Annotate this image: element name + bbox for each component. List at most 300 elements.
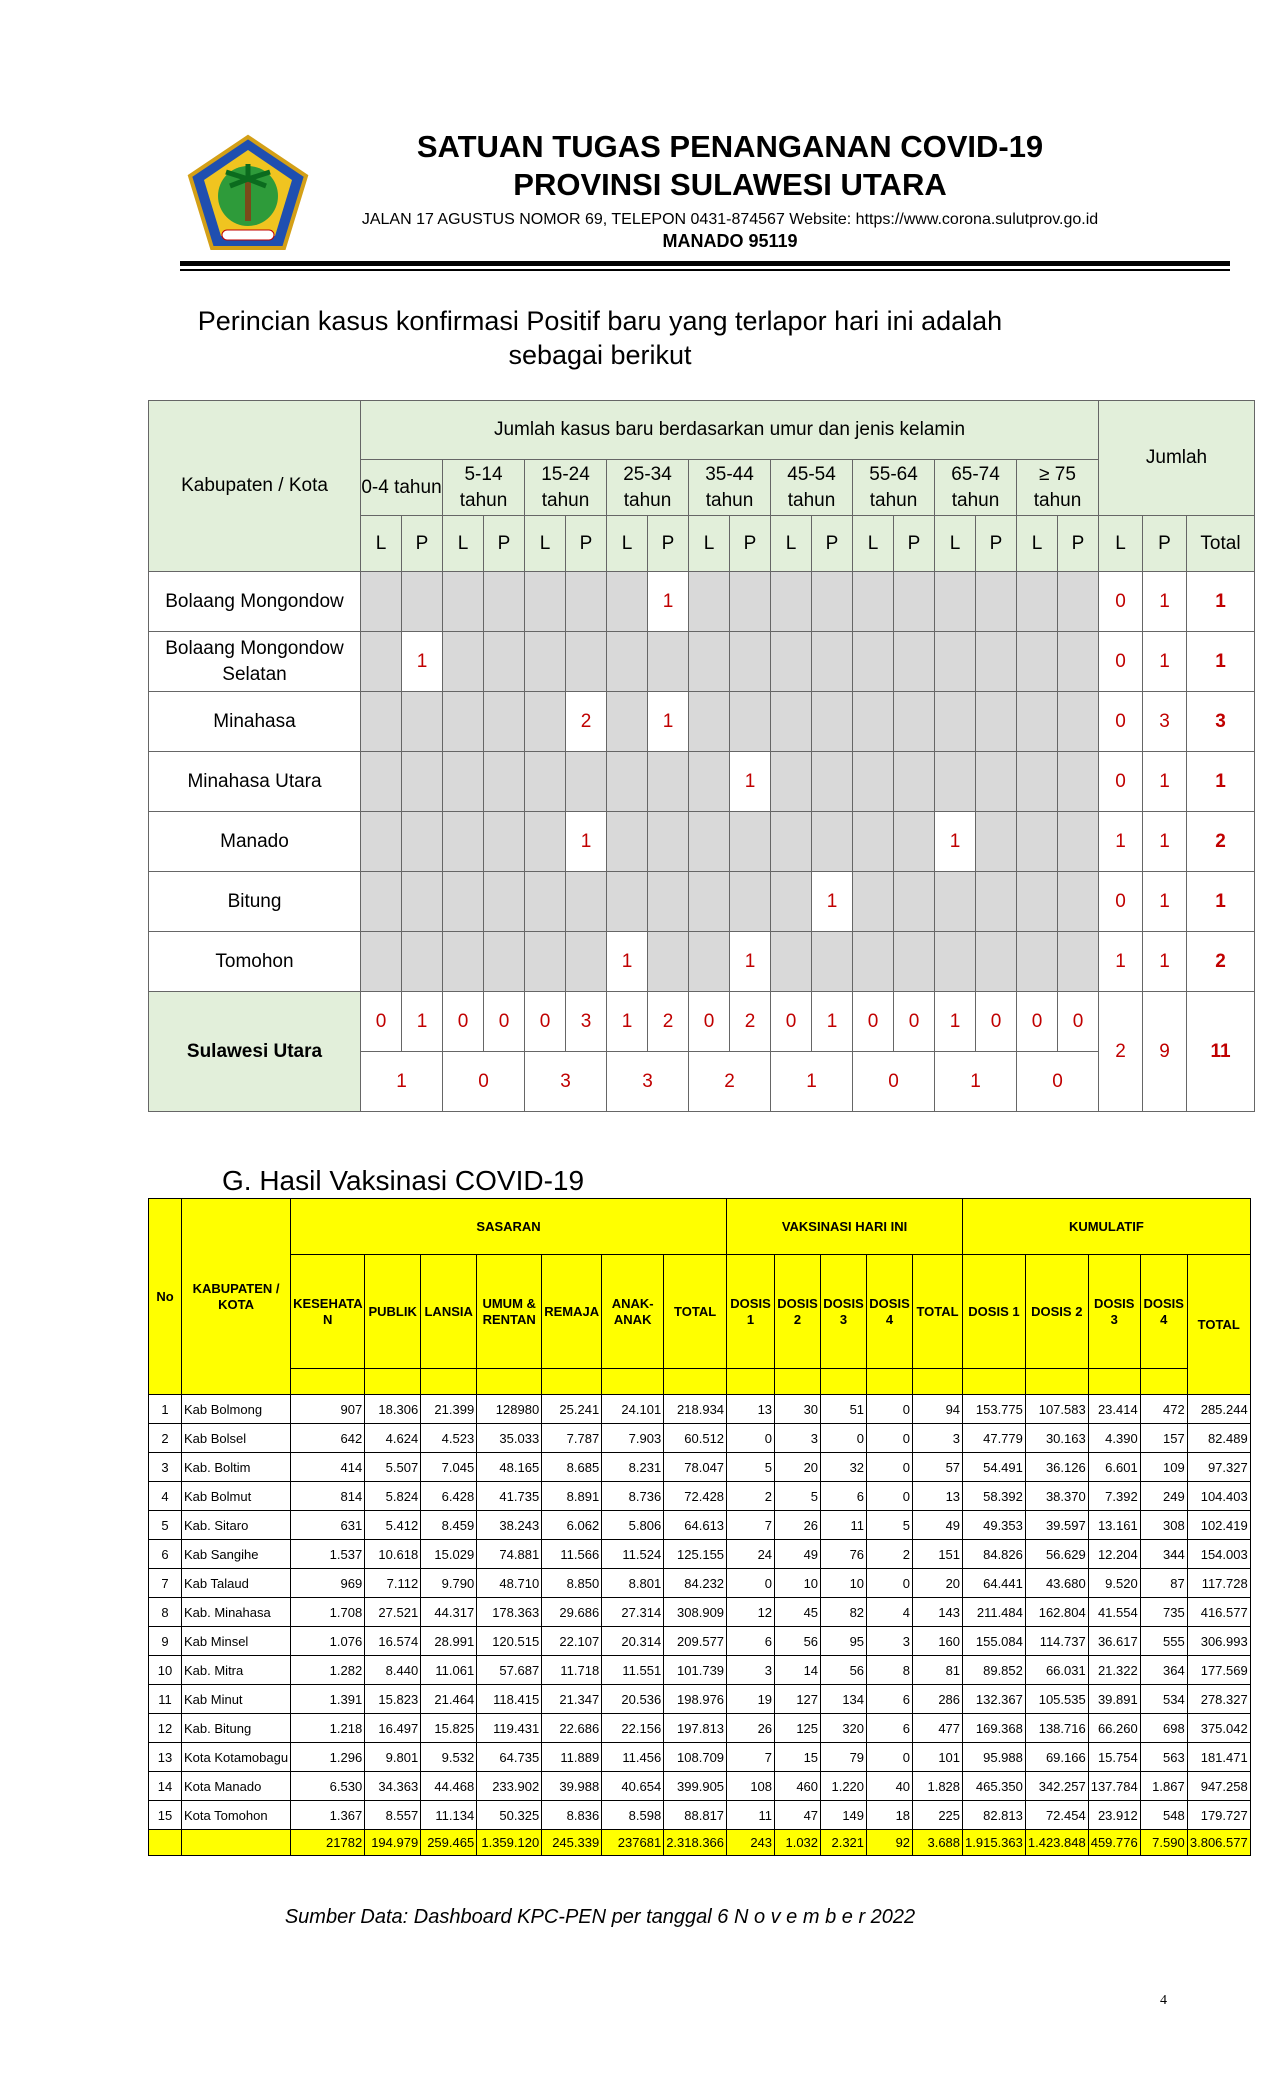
vaccination-value: 20.314 [602,1627,664,1656]
vaccination-value: 44.317 [421,1598,477,1627]
totals-value: 92 [867,1830,913,1856]
vaccination-value: 9.801 [365,1743,421,1772]
vaccination-value: 49.353 [963,1511,1026,1540]
table-row [149,692,1255,752]
blank-header-cell [913,1369,963,1395]
row-number: 2 [149,1424,182,1453]
case-cell: 1 [935,812,976,872]
vaccination-value: 344 [1140,1540,1187,1569]
hari-ini-col-header: DOSIS 1 [727,1255,775,1369]
case-cell: 2 [566,692,607,752]
vaccination-value: 178.363 [477,1598,542,1627]
summary-sex-value: 0 [484,992,525,1052]
vaccination-value: 907 [291,1395,365,1424]
table-row [149,872,1255,932]
sum-l: 0 [1099,572,1143,632]
vaccination-value: 472 [1140,1395,1187,1424]
case-cell [730,632,771,692]
summary-sex-value: 2 [730,992,771,1052]
case-cell [894,632,935,692]
vaccination-value: 82.813 [963,1801,1026,1830]
sex-label-p: P [1058,516,1099,572]
vaccination-value: 477 [913,1714,963,1743]
row-number: 1 [149,1395,182,1424]
vaccination-value: 162.804 [1025,1598,1088,1627]
vaccination-value: 54.491 [963,1453,1026,1482]
vaccination-value: 15.754 [1088,1743,1140,1772]
vaccination-value: 14 [775,1656,821,1685]
page-number: 4 [1160,1993,1167,2008]
totals-value: 2.318.366 [664,1830,727,1856]
kabupaten-name: Kab. Bitung [182,1714,291,1743]
case-cell [894,812,935,872]
vaccination-value: 534 [1140,1685,1187,1714]
vaccination-value: 233.902 [477,1772,542,1801]
summary-p: 9 [1143,992,1187,1112]
sum-l: 0 [1099,632,1143,692]
case-cell [689,572,730,632]
summary-age-total: 1 [935,1052,1017,1112]
sex-label-p: P [730,516,771,572]
sasaran-col-header: PUBLIK [365,1255,421,1369]
vaccination-value: 308.909 [664,1598,727,1627]
case-cell [894,752,935,812]
vaccination-value: 8.557 [365,1801,421,1830]
vaccination-value: 120.515 [477,1627,542,1656]
case-cell [853,752,894,812]
case-cell: 1 [812,872,853,932]
case-cell [976,572,1017,632]
case-cell [689,752,730,812]
row-number: 12 [149,1714,182,1743]
vaccination-value: 7.787 [542,1424,602,1453]
vaccination-value: 375.042 [1187,1714,1250,1743]
summary-sex-value: 0 [771,992,812,1052]
case-cell [1017,872,1058,932]
vaccination-value: 134 [821,1685,867,1714]
case-cell [566,752,607,812]
vaccination-value: 460 [775,1772,821,1801]
case-cell [935,752,976,812]
vaccination-value: 642 [291,1424,365,1453]
vaccination-value: 56 [821,1656,867,1685]
sasaran-header: SASARAN [291,1199,727,1255]
sum-total: 1 [1187,572,1255,632]
vaccination-value: 74.881 [477,1540,542,1569]
vaccination-value: 465.350 [963,1772,1026,1801]
table-row [149,1714,1251,1743]
case-cell [1058,692,1099,752]
vaccination-value: 20 [913,1569,963,1598]
vaccination-value: 9.520 [1088,1569,1140,1598]
vaccination-value: 104.403 [1187,1482,1250,1511]
vaccination-value: 947.258 [1187,1772,1250,1801]
vaccination-value: 107.583 [1025,1395,1088,1424]
kumulatif-col-header: DOSIS 1 [963,1255,1026,1369]
kabupaten-name: Kab Minut [182,1685,291,1714]
vaccination-value: 41.735 [477,1482,542,1511]
sum-total: 1 [1187,872,1255,932]
org-title: SATUAN TUGAS PENANGANAN COVID-19 [416,129,1044,164]
sum-total: 2 [1187,932,1255,992]
vaccination-value: 72.428 [664,1482,727,1511]
vaccination-value: 38.370 [1025,1482,1088,1511]
vaccination-value: 108 [727,1772,775,1801]
kumulatif-col-header: TOTAL [1187,1255,1250,1395]
case-cell [730,872,771,932]
vaccination-value: 3 [867,1627,913,1656]
vaccination-value: 79 [821,1743,867,1772]
vaccination-value: 127 [775,1685,821,1714]
vaccination-value: 21.464 [421,1685,477,1714]
region-name: Manado [149,812,361,872]
age-group-label: 25-34 tahun [607,460,689,516]
vaccination-value: 563 [1140,1743,1187,1772]
vaccination-value: 27.521 [365,1598,421,1627]
vaccination-value: 50.325 [477,1801,542,1830]
case-cell [935,632,976,692]
vaccination-value: 45 [775,1598,821,1627]
case-cell [1017,692,1058,752]
vaccination-value: 34.363 [365,1772,421,1801]
case-cell [853,932,894,992]
blank-header-cell [1088,1369,1140,1395]
vaccination-value: 157 [1140,1424,1187,1453]
case-cell [812,692,853,752]
vaccination-value: 4.523 [421,1424,477,1453]
case-cell [443,872,484,932]
kumulatif-col-header: DOSIS 4 [1140,1255,1187,1369]
case-cell [771,632,812,692]
vaccination-value: 89.852 [963,1656,1026,1685]
summary-age-total: 3 [525,1052,607,1112]
org-subtitle: PROVINSI SULAWESI UTARA [513,167,947,202]
vaccination-value: 16.574 [365,1627,421,1656]
kumulatif-col-header: DOSIS 2 [1025,1255,1088,1369]
sum-header: Jumlah [1099,401,1255,516]
vaccination-value: 5.806 [602,1511,664,1540]
vaccination-value: 218.934 [664,1395,727,1424]
case-cell [443,692,484,752]
vaccination-value: 97.327 [1187,1453,1250,1482]
region-name: Bolaang Mongondow [149,572,361,632]
vaccination-value: 132.367 [963,1685,1026,1714]
case-cell [689,872,730,932]
totals-value: 1.032 [775,1830,821,1856]
case-cell [1017,932,1058,992]
table-row [149,1453,1251,1482]
case-cell [648,812,689,872]
sasaran-col-header: LANSIA [421,1255,477,1369]
vaccination-value: 7.903 [602,1424,664,1453]
vaccination-value: 101.739 [664,1656,727,1685]
region-header: Kabupaten / Kota [149,401,361,572]
sex-label-p: P [976,516,1017,572]
region-name: Bolaang Mongondow Selatan [149,632,361,692]
blank-header-cell [821,1369,867,1395]
vaccination-value: 22.686 [542,1714,602,1743]
totals-value: 1.359.120 [477,1830,542,1856]
vaccination-value: 4.390 [1088,1424,1140,1453]
table-row [149,1656,1251,1685]
vaccination-value: 548 [1140,1801,1187,1830]
case-cell [361,932,402,992]
vaccination-value: 22.156 [602,1714,664,1743]
vaccination-value: 95 [821,1627,867,1656]
case-cell [771,812,812,872]
sasaran-col-header: ANAK-ANAK [602,1255,664,1369]
vaccination-value: 7.045 [421,1453,477,1482]
summary-sex-value: 1 [402,992,443,1052]
hari-ini-col-header: DOSIS 2 [775,1255,821,1369]
case-cell [525,872,566,932]
table-row [149,932,1255,992]
vaccination-value: 47 [775,1801,821,1830]
vaccination-value: 57 [913,1453,963,1482]
summary-sex-value: 0 [1058,992,1099,1052]
vaccination-value: 39.891 [1088,1685,1140,1714]
sum-l: 1 [1099,812,1143,872]
case-cell [525,632,566,692]
blank-header-cell [727,1369,775,1395]
sum-l: 1 [1099,932,1143,992]
vaccination-table [148,1198,1251,1856]
case-cell [935,872,976,932]
vaccination-value: 10.618 [365,1540,421,1569]
vaccination-value: 38.243 [477,1511,542,1540]
age-group-label: 55-64 tahun [853,460,935,516]
row-number: 6 [149,1540,182,1569]
vaccination-value: 49 [775,1540,821,1569]
case-cell [853,632,894,692]
vaccination-value: 5 [867,1511,913,1540]
totals-value: 1.915.363 [963,1830,1026,1856]
sum-p: 1 [1143,872,1187,932]
vaccination-value: 735 [1140,1598,1187,1627]
vaccination-value: 342.257 [1025,1772,1088,1801]
case-cell: 1 [730,932,771,992]
vaccination-value: 51 [821,1395,867,1424]
vaccination-value: 308 [1140,1511,1187,1540]
vaccination-value: 26 [727,1714,775,1743]
case-cell [361,752,402,812]
case-cell [771,872,812,932]
vaccination-value: 414 [291,1453,365,1482]
vaccination-value: 12 [727,1598,775,1627]
sex-label-p: P [402,516,443,572]
age-group-label: 45-54 tahun [771,460,853,516]
summary-age-total: 3 [607,1052,689,1112]
sex-label-l: L [935,516,976,572]
kabupaten-name: Kab Sangihe [182,1540,291,1569]
row-number: 8 [149,1598,182,1627]
case-cell [976,692,1017,752]
vaccination-value: 11.566 [542,1540,602,1569]
vaccination-value: 138.716 [1025,1714,1088,1743]
vaccination-value: 25.241 [542,1395,602,1424]
row-number: 14 [149,1772,182,1801]
vaccination-value: 64.735 [477,1743,542,1772]
vaccination-value: 10 [775,1569,821,1598]
table-row [149,812,1255,872]
case-cell [484,932,525,992]
sex-label-p: P [894,516,935,572]
sum-p: 1 [1143,632,1187,692]
vaccination-value: 8.231 [602,1453,664,1482]
table-row [149,1540,1251,1569]
sulut-emblem-logo [186,134,310,252]
row-number: 4 [149,1482,182,1511]
vaccination-value: 20.536 [602,1685,664,1714]
case-cell [894,932,935,992]
intro-text: Perincian kasus konfirmasi Positif baru yang terlapor hari ini adalah sebagai berikut [197,306,1003,370]
table-row [149,1772,1251,1801]
row-number: 10 [149,1656,182,1685]
vaccination-value: 151 [913,1540,963,1569]
case-cell [443,752,484,812]
vaccination-value: 7 [727,1743,775,1772]
sex-label-l: L [853,516,894,572]
table-row [149,1424,1251,1453]
case-cell [1058,632,1099,692]
case-cell [976,872,1017,932]
vaccination-value: 13 [913,1482,963,1511]
case-cell [443,572,484,632]
vaccination-value: 143 [913,1598,963,1627]
sum-p: 3 [1143,692,1187,752]
vaccination-value: 8.736 [602,1482,664,1511]
case-cell: 1 [607,932,648,992]
summary-sex-value: 0 [853,992,894,1052]
case-cell: 1 [402,632,443,692]
sum-p: 1 [1143,752,1187,812]
case-cell [812,572,853,632]
case-cell [1058,932,1099,992]
vaccination-value: 555 [1140,1627,1187,1656]
vaccination-value: 15 [775,1743,821,1772]
case-cell [607,872,648,932]
blank-header-cell [365,1369,421,1395]
case-cell: 1 [730,752,771,812]
vaccination-value: 0 [867,1453,913,1482]
table-row [149,1627,1251,1656]
vaccination-value: 0 [867,1424,913,1453]
vaccination-value: 30 [775,1395,821,1424]
case-cell [361,632,402,692]
totals-value: 243 [727,1830,775,1856]
vaccination-value: 44.468 [421,1772,477,1801]
vaccination-value: 1.828 [913,1772,963,1801]
vaccination-value: 64.613 [664,1511,727,1540]
kabupaten-name: Kota Kotamobagu [182,1743,291,1772]
case-cell [361,872,402,932]
case-cell [402,572,443,632]
vaccination-value: 48.165 [477,1453,542,1482]
vaccination-value: 969 [291,1569,365,1598]
vaccination-value: 1.367 [291,1801,365,1830]
vaccination-value: 5 [727,1453,775,1482]
case-cell [607,572,648,632]
blank-header-cell [1025,1369,1088,1395]
vaccination-value: 177.569 [1187,1656,1250,1685]
case-cell [484,812,525,872]
vaccination-value: 137.784 [1088,1772,1140,1801]
vaccination-value: 11 [727,1801,775,1830]
vaccination-value: 21.347 [542,1685,602,1714]
sum-total: 1 [1187,752,1255,812]
case-cell [484,572,525,632]
case-cell [402,872,443,932]
vaccination-value: 27.314 [602,1598,664,1627]
vaccination-value: 11.061 [421,1656,477,1685]
case-cell [484,872,525,932]
sex-label-p: P [484,516,525,572]
vaccination-value: 35.033 [477,1424,542,1453]
kabupaten-name: Kab. Minahasa [182,1598,291,1627]
region-name: Minahasa [149,692,361,752]
vaccination-value: 18.306 [365,1395,421,1424]
vaccination-value: 66.031 [1025,1656,1088,1685]
case-cell [525,932,566,992]
summary-region: Sulawesi Utara [149,992,361,1112]
row-number: 7 [149,1569,182,1598]
sasaran-col-header: KESEHATA N [291,1255,365,1369]
blank-header-cell [963,1369,1026,1395]
vaccination-value: 6 [867,1714,913,1743]
vaccination-value: 5.824 [365,1482,421,1511]
vaccination-value: 24.101 [602,1395,664,1424]
vaccination-value: 0 [727,1424,775,1453]
vaccination-value: 1.282 [291,1656,365,1685]
hari-ini-col-header: DOSIS 3 [821,1255,867,1369]
case-cell [976,932,1017,992]
sum-l: 0 [1099,752,1143,812]
vaccination-value: 11.718 [542,1656,602,1685]
table-row [149,1598,1251,1627]
vaccination-value: 20 [775,1453,821,1482]
vaccination-value: 11 [821,1511,867,1540]
vaccination-value: 26 [775,1511,821,1540]
vaccination-value: 102.419 [1187,1511,1250,1540]
case-cell [648,752,689,812]
table-row [149,1685,1251,1714]
vaccination-value: 114.737 [1025,1627,1088,1656]
case-cell [648,872,689,932]
sum-p: 1 [1143,812,1187,872]
vaccination-value: 7.112 [365,1569,421,1598]
vaccination-value: 286 [913,1685,963,1714]
sum-label-total: Total [1187,516,1255,572]
summary-sex-value: 0 [525,992,566,1052]
sum-total: 2 [1187,812,1255,872]
vaccination-value: 101 [913,1743,963,1772]
vaccination-value: 105.535 [1025,1685,1088,1714]
summary-sex-value: 0 [361,992,402,1052]
row-number: 11 [149,1685,182,1714]
totals-value: 2.321 [821,1830,867,1856]
vaccination-value: 78.047 [664,1453,727,1482]
sum-total: 1 [1187,632,1255,692]
vaccination-value: 6 [727,1627,775,1656]
vaccination-value: 0 [867,1395,913,1424]
vaccination-value: 6 [867,1685,913,1714]
kabupaten-name: Kota Tomohon [182,1801,291,1830]
vaccination-value: 5 [775,1482,821,1511]
vaccination-value: 1.218 [291,1714,365,1743]
case-cell: 1 [648,572,689,632]
vaccination-value: 19 [727,1685,775,1714]
sum-p: 1 [1143,932,1187,992]
